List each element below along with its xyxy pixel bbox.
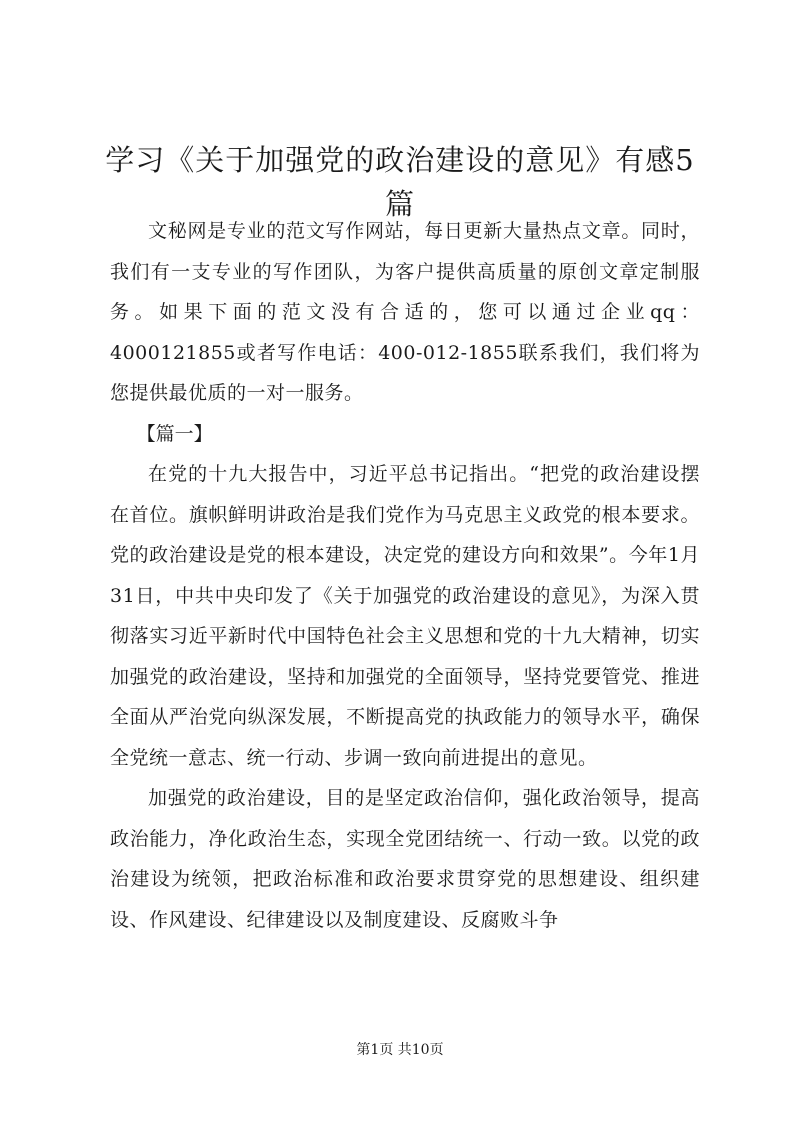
page-number: 第1页 共10页	[356, 1042, 444, 1058]
document-title: 学习《关于加强党的政治建设的意见》有感5篇	[105, 143, 695, 221]
section-heading: 【篇一】	[136, 422, 213, 445]
page-footer	[0, 1040, 800, 1060]
body-paragraph-2: 加强党的政治建设，目的是坚定政治信仰，强化政治领导，提高政治能力，净化政治生态，实现全党团结统一、行动一致。以党的政治建设为统领，把政治标准和政治要求贯穿党的思想建设、组织建设、作风建设、纪律建设以及制度建设、反腐败斗争	[110, 787, 700, 931]
body-paragraph-1: 在党的十九大报告中，习近平总书记指出。“把党的政治建设摆在首位。旗帜鲜明讲政治是我们党作为马克思主义政党的根本要求。党的政治建设是党的根本建设，决定党的建设方向和效果”。今年1月31日，中共中央印发了《关于加强党的政治建设的意见》，为深入贯彻落实习近平新时代中国特色社会主义思想和党的十九大精神，切实加强党的政治建设，坚持和加强党的全面领导，坚持党要管党、推进全面从严治党向纵深发展，不断提高党的执政能力的领导水平，确保全党统一意志、统一行动、步调一致向前进提出的意见。	[110, 463, 700, 769]
intro-paragraph: 文秘网是专业的范文写作网站，每日更新大量热点文章。同时，我们有一支专业的写作团队，为客户提供高质量的原创文章定制服务。如果下面的范文没有合适的，您可以通过企业qq：4000121855或者写作电话：400-012-1855联系我们，我们将为您提供最优质的一对一服务。	[110, 220, 700, 404]
document-body	[110, 211, 700, 940]
